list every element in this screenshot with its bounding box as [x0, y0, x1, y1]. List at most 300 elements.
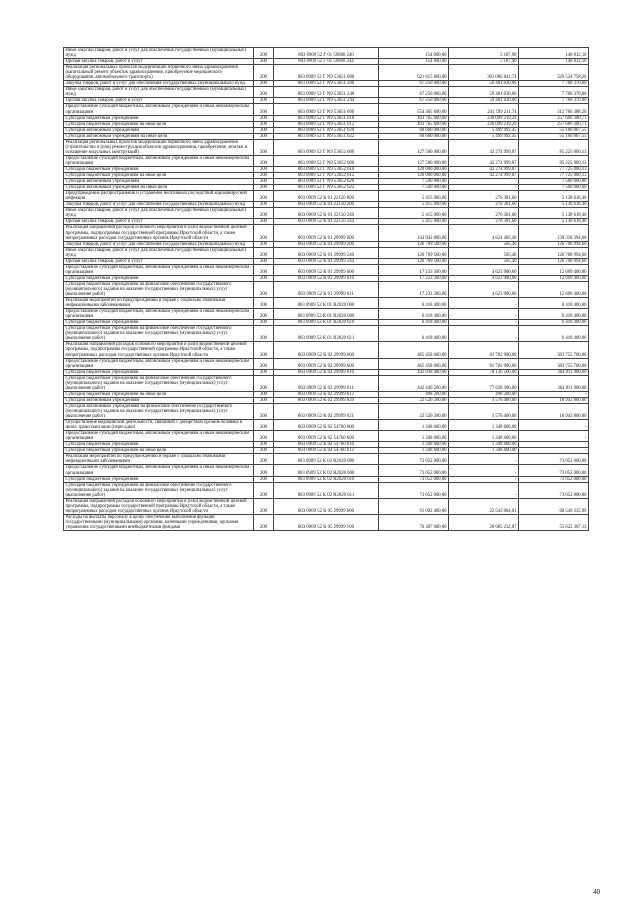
- row-kbk-cell: 803 0909 52 Г N9 53652 000: [274, 139, 379, 155]
- row-plan-cell: 465 458 600,00: [379, 358, 449, 369]
- row-plan-cell: 91 092 400,00: [379, 498, 449, 514]
- row-plan-cell: 1 348 600,00: [379, 448, 449, 454]
- table-row: [64, 191, 589, 202]
- row-code-cell: 200: [254, 309, 274, 320]
- row-plan-cell: 127 500 000,00: [379, 155, 449, 166]
- row-rest-cell: 126 708 994,60: [519, 247, 589, 258]
- table-row: [64, 431, 589, 442]
- row-name-cell: Субсидии бюджетным учреждениям на финансовое обеспечение государственного (муниципального) задания на оказание государственных (муниципальных) услуг (выполнение работ): [64, 375, 254, 391]
- row-plan-cell: 73 052 000,00: [379, 454, 449, 465]
- row-kbk-cell: 803 0909 52 К 01 29999 240: [274, 247, 379, 258]
- row-name-cell: Предоставление субсидий бюджетным, автономным учреждениям и иным некоммерческим организациям: [64, 309, 254, 320]
- table-row: [64, 104, 589, 115]
- row-plan-cell: 17 233 300,00: [379, 275, 449, 281]
- row-done-cell: 241 599 211,74: [449, 104, 519, 115]
- row-rest-cell: -: [519, 448, 589, 454]
- row-name-cell: Субсидии бюджетным учреждениям на финансовое обеспечение государственного (муниципального) задания на оказание государственных (муниципальных) услуг (выполнение работ): [64, 326, 254, 342]
- row-name-cell: Субсидии автономным учреждениям на иные цели: [64, 133, 254, 139]
- row-done-cell: -: [449, 465, 519, 476]
- row-plan-cell: 7 500 000,00: [379, 185, 449, 191]
- row-plan-cell: 554 365 600,00: [379, 104, 449, 115]
- row-done-cell: -: [449, 179, 519, 185]
- table-row: [64, 225, 589, 241]
- row-rest-cell: 126 708 994,60: [519, 258, 589, 264]
- row-kbk-cell: 803 0909 52 К 01 22150 240: [274, 208, 379, 219]
- row-rest-cell: 7 500 000,00: [519, 185, 589, 191]
- row-plan-cell: 126 709 500,00: [379, 247, 449, 258]
- row-plan-cell: 73 052 000,00: [379, 465, 449, 476]
- row-plan-cell: 1 348 600,00: [379, 420, 449, 431]
- row-kbk-cell: 803 0909 52 Г N9 53651 620: [274, 127, 379, 133]
- row-plan-cell: 67 250 000,00: [379, 81, 449, 87]
- row-code-cell: 200: [254, 442, 274, 448]
- row-rest-cell: 68 549 335,99: [519, 498, 589, 514]
- row-name-cell: Закупка товаров, работ и услуг для обеспечения государственных (муниципальных) нужд: [64, 241, 254, 247]
- row-rest-cell: 6 418 400,00: [519, 309, 589, 320]
- row-code-cell: 200: [254, 208, 274, 219]
- table-row: [64, 498, 589, 514]
- table-row: [64, 247, 589, 258]
- row-name-cell: Субсидии автономным учреждениям на финансовое обеспечение государственного (муниципального) задания на оказание государственных (муниципальных) услуг (выполнение работ): [64, 403, 254, 419]
- row-code-cell: 200: [254, 225, 274, 241]
- row-rest-cell: 55 100 007,55: [519, 133, 589, 139]
- row-done-cell: 81 702 900,00: [449, 342, 519, 358]
- table-row: [64, 298, 589, 309]
- row-plan-cell: 76 307 600,00: [379, 514, 449, 530]
- row-kbk-cell: 803 0909 52 К 02 R2020 611: [274, 482, 379, 498]
- row-name-cell: Субсидии бюджетным учреждениям на финансовое обеспечение государственного (муниципального) задания на оказание государственных (муниципальных) услуг (выполнение работ): [64, 281, 254, 297]
- row-done-cell: 42 274 999,87: [449, 155, 519, 166]
- row-plan-cell: 5 415 000,00: [379, 191, 449, 202]
- table-row: [64, 121, 589, 127]
- row-plan-cell: 621 615 600,00: [379, 65, 449, 81]
- row-kbk-cell: 803 0909 52 К 02 54760 600: [274, 431, 379, 442]
- row-plan-cell: 126 709 500,00: [379, 258, 449, 264]
- table-row: [64, 309, 589, 320]
- row-code-cell: 200: [254, 115, 274, 121]
- row-done-cell: -: [449, 482, 519, 498]
- row-code-cell: 200: [254, 241, 274, 247]
- row-code-cell: 200: [254, 281, 274, 297]
- row-code-cell: 200: [254, 179, 274, 185]
- row-kbk-cell: 803 0909 52 Г N9 53651 240: [274, 87, 379, 98]
- row-plan-cell: 67 250 000,00: [379, 87, 449, 98]
- row-code-cell: 200: [254, 104, 274, 115]
- row-kbk-cell: 803 0909 52 К 02 R2020 600: [274, 465, 379, 476]
- row-rest-cell: 126 708 994,60: [519, 241, 589, 247]
- row-code-cell: 200: [254, 98, 274, 104]
- row-done-cell: 236 099 219,29: [449, 115, 519, 121]
- row-name-cell: Осуществление медицинской деятельности, связанной с донорством органов человека в целях трансплантации (пересадки): [64, 420, 254, 431]
- row-code-cell: 200: [254, 185, 274, 191]
- row-name-cell: Реализация направлений расходов основного мероприятия и (или) ведомственной целевой программы, подпрограммы государственной программы Иркутской области, а также непрограммных расходов государственных органов Иркутской области: [64, 498, 254, 514]
- row-code-cell: 200: [254, 514, 274, 530]
- row-name-cell: Реализация региональных проектов модернизации первичного звена здравоохранения (строительство и (или) реконструкция объектов здравоохранения, приобретение, монтаж и оснащение модульных конструкций): [64, 139, 254, 155]
- row-plan-cell: 5 415 000,00: [379, 202, 449, 208]
- row-rest-cell: 5 138 618,40: [519, 191, 589, 202]
- row-name-cell: Субсидии автономным учреждениям: [64, 179, 254, 185]
- row-rest-cell: 7 768 370,00: [519, 98, 589, 104]
- row-done-cell: -: [449, 476, 519, 482]
- row-done-cell: 5 187,90: [449, 59, 519, 65]
- row-plan-cell: 6 418 400,00: [379, 326, 449, 342]
- row-done-cell: 1 348 600,00: [449, 420, 519, 431]
- row-rest-cell: 7 768 370,00: [519, 87, 589, 98]
- row-rest-cell: 7 500 000,00: [519, 179, 589, 185]
- row-name-cell: Субсидии бюджетным учреждениям: [64, 166, 254, 172]
- row-plan-cell: 143 942 800,00: [379, 225, 449, 241]
- expenditure-table: [63, 47, 589, 531]
- row-name-cell: Закупка товаров, работ и услуг для обеспечения государственных (муниципальных) нужд: [64, 202, 254, 208]
- row-kbk-cell: 803 0909 52 К 02 29999 612: [274, 391, 379, 397]
- row-rest-cell: 364 811 900,00: [519, 375, 589, 391]
- table-row: [64, 420, 589, 431]
- row-code-cell: 200: [254, 482, 274, 498]
- row-code-cell: 200: [254, 173, 274, 179]
- table-row: [64, 155, 589, 166]
- table-row: [64, 139, 589, 155]
- row-kbk-cell: 803 0909 52 Г 01 59800 240: [274, 48, 379, 59]
- row-done-cell: -: [449, 298, 519, 309]
- row-plan-cell: 73 052 000,00: [379, 482, 449, 498]
- table-row: [64, 48, 589, 59]
- row-rest-cell: 257 666 380,71: [519, 115, 589, 121]
- row-name-cell: Реализация мероприятий по предупреждению и борьбе с социально значимыми инфекционными заболеваниями: [64, 298, 254, 309]
- row-kbk-cell: 803 0909 52 Г N9 53651 000: [274, 65, 379, 81]
- table-row: [64, 326, 589, 342]
- row-kbk-cell: 803 0909 52 Г N9 53652 600: [274, 155, 379, 166]
- row-code-cell: 200: [254, 87, 274, 98]
- row-name-cell: Реализация направлений расходов основного мероприятия и (или) ведомственной целевой программы, подпрограммы государственной программы Иркутской области, а также непрограммных расходов государственных органов Иркутской области: [64, 342, 254, 358]
- row-name-cell: Предоставление субсидий бюджетным, автономным учреждениям и иным некоммерческим организациям: [64, 104, 254, 115]
- row-plan-cell: 22 520 200,00: [379, 403, 449, 419]
- row-kbk-cell: 803 0909 52 Г N9 53652 622: [274, 185, 379, 191]
- row-kbk-cell: 803 0909 52 К 01 R2020 610: [274, 320, 379, 326]
- row-rest-cell: 85 225 000,13: [519, 139, 589, 155]
- table-row: [64, 202, 589, 208]
- row-plan-cell: 6 418 400,00: [379, 298, 449, 309]
- row-name-cell: Прочая закупка товаров, работ и услуг: [64, 258, 254, 264]
- table-row: [64, 219, 589, 225]
- row-kbk-cell: 803 0909 52 Г N9 53652 612: [274, 173, 379, 179]
- row-name-cell: Субсидии бюджетным учреждениям на иные цели: [64, 121, 254, 127]
- row-kbk-cell: 803 0909 52 Г N9 53651 610: [274, 115, 379, 121]
- row-done-cell: 20 685 232,87: [449, 514, 519, 530]
- row-name-cell: Субсидии бюджетным учреждениям: [64, 442, 254, 448]
- row-code-cell: 200: [254, 121, 274, 127]
- row-code-cell: 200: [254, 202, 274, 208]
- row-kbk-cell: 803 0909 52 К 01 29999 600: [274, 264, 379, 275]
- row-name-cell: Реализация направлений расходов основного мероприятия и (или) ведомственной целевой программы, подпрограммы государственной программы Иркутской области, а также непрограммных расходов государственных органов Иркутской области: [64, 225, 254, 241]
- row-code-cell: 200: [254, 320, 274, 326]
- row-name-cell: Субсидии бюджетным учреждениям на иные цели: [64, 448, 254, 454]
- row-code-cell: 200: [254, 431, 274, 442]
- table-row: [64, 208, 589, 219]
- row-done-cell: -: [449, 309, 519, 320]
- row-code-cell: 200: [254, 258, 274, 264]
- row-code-cell: 200: [254, 375, 274, 391]
- row-rest-cell: 139 318 394,60: [519, 225, 589, 241]
- row-name-cell: Субсидии бюджетным учреждениям на иные цели: [64, 173, 254, 179]
- row-name-cell: Субсидии автономным учреждениям: [64, 397, 254, 403]
- row-done-cell: 276 381,60: [449, 219, 519, 225]
- table-row: [64, 59, 589, 65]
- row-name-cell: Субсидии бюджетным учреждениям: [64, 369, 254, 375]
- table-row: [64, 514, 589, 530]
- row-kbk-cell: 803 0909 52 К 02 29999 621: [274, 403, 379, 419]
- row-done-cell: 4 623 900,00: [449, 281, 519, 297]
- row-rest-cell: 73 052 000,00: [519, 454, 589, 465]
- table-row: [64, 81, 589, 87]
- row-rest-cell: 73 052 000,00: [519, 465, 589, 476]
- row-kbk-cell: 803 0909 52 Г N9 53651 612: [274, 121, 379, 127]
- row-kbk-cell: 803 0909 52 К 02 29999 000: [274, 342, 379, 358]
- table-row: [64, 391, 589, 397]
- row-plan-cell: 127 500 000,00: [379, 139, 449, 155]
- row-code-cell: 200: [254, 139, 274, 155]
- row-kbk-cell: 803 0909 52 К 01 R2020 600: [274, 309, 379, 320]
- row-done-cell: -: [449, 185, 519, 191]
- row-rest-cell: 12 609 400,00: [519, 281, 589, 297]
- table-row: [64, 98, 589, 104]
- row-done-cell: 276 381,60: [449, 202, 519, 208]
- row-kbk-cell: 803 0909 52 Г N9 53651 200: [274, 81, 379, 87]
- row-done-cell: 505,40: [449, 247, 519, 258]
- row-rest-cell: 257 666 380,71: [519, 121, 589, 127]
- row-name-cell: Предоставление субсидий бюджетным, автономным учреждениям и иным некоммерческим организациям: [64, 431, 254, 442]
- row-rest-cell: -: [519, 431, 589, 442]
- row-code-cell: 200: [254, 247, 274, 258]
- row-done-cell: 5 187,90: [449, 48, 519, 59]
- row-code-cell: 200: [254, 81, 274, 87]
- row-name-cell: Реализация региональных проектов модернизации первичного звена здравоохранения (капитальный ремонт объектов здравоохранения, приобретение медицинского оборудования, автомобильного транспорта): [64, 65, 254, 81]
- row-done-cell: 236 099 219,29: [449, 121, 519, 127]
- row-code-cell: 200: [254, 420, 274, 431]
- row-plan-cell: 60 600 000,00: [379, 127, 449, 133]
- row-code-cell: 200: [254, 465, 274, 476]
- row-rest-cell: 5 138 618,40: [519, 208, 589, 219]
- row-rest-cell: 18 943 800,00: [519, 397, 589, 403]
- row-kbk-cell: 803 0909 52 К 01 29999 244: [274, 258, 379, 264]
- row-kbk-cell: 803 0909 52 К 01 22150 200: [274, 202, 379, 208]
- row-done-cell: 77 628 300,00: [449, 375, 519, 391]
- row-name-cell: Реализация мероприятий по предупреждению и борьбе с социально значимыми инфекционными заболеваниями: [64, 454, 254, 465]
- row-name-cell: Субсидии бюджетным учреждениям: [64, 476, 254, 482]
- row-name-cell: Субсидии бюджетным учреждениям: [64, 320, 254, 326]
- row-kbk-cell: 803 0909 52 Г N9 53651 244: [274, 98, 379, 104]
- row-done-cell: 276 381,60: [449, 191, 519, 202]
- row-rest-cell: 312 766 388,26: [519, 104, 589, 115]
- table-row: [64, 482, 589, 498]
- row-plan-cell: 1 348 600,00: [379, 431, 449, 442]
- row-name-cell: Закупка товаров, работ и услуг для обеспечения государственных (муниципальных) нужд: [64, 81, 254, 87]
- row-kbk-cell: 803 0909 52 К 02 54760 610: [274, 442, 379, 448]
- row-name-cell: Иные закупки товаров, работ и услуг для обеспечения государственных (муниципальных) нужд: [64, 208, 254, 219]
- row-kbk-cell: 803 0909 52 К 01 R2020 611: [274, 326, 379, 342]
- table-row: [64, 65, 589, 81]
- row-plan-cell: 442 440 200,00: [379, 375, 449, 391]
- row-kbk-cell: 803 0909 52 К 02 54760 000: [274, 420, 379, 431]
- row-name-cell: Субсидии автономным учреждениям на иные цели: [64, 185, 254, 191]
- row-code-cell: 200: [254, 391, 274, 397]
- table-row: [64, 358, 589, 369]
- row-plan-cell: 17 233 300,00: [379, 281, 449, 297]
- row-plan-cell: 7 500 000,00: [379, 179, 449, 185]
- row-code-cell: 200: [254, 369, 274, 375]
- row-kbk-cell: 803 0909 52 К 01 29999 610: [274, 275, 379, 281]
- row-done-cell: 81 702 900,00: [449, 358, 519, 369]
- row-name-cell: Расходы на выплаты персоналу в целях обеспечения выполнения функций государственными (муниципальными) органами, казенными учреждениями, органами управления государственными внебюджетными фондами: [64, 514, 254, 530]
- row-code-cell: 200: [254, 166, 274, 172]
- row-kbk-cell: 803 0909 52 К 01 22150 244: [274, 219, 379, 225]
- row-rest-cell: 77 725 000,13: [519, 166, 589, 172]
- row-plan-cell: 126 709 500,00: [379, 241, 449, 247]
- row-plan-cell: 6 418 400,00: [379, 320, 449, 326]
- row-code-cell: 200: [254, 342, 274, 358]
- row-kbk-cell: 803 0909 52 К 01 R2020 000: [274, 298, 379, 309]
- row-rest-cell: 55 622 367,13: [519, 514, 589, 530]
- row-rest-cell: -: [519, 391, 589, 397]
- row-kbk-cell: 803 0909 52 К 01 29999 000: [274, 225, 379, 241]
- row-name-cell: Иные закупки товаров, работ и услуг для обеспечения государственных (муниципальных) нужд: [64, 247, 254, 258]
- table-row: [64, 281, 589, 297]
- row-plan-cell: 60 600 000,00: [379, 133, 449, 139]
- row-name-cell: Прочая закупка товаров, работ и услуг: [64, 98, 254, 104]
- row-plan-cell: 6 418 400,00: [379, 309, 449, 320]
- row-done-cell: 22 543 064,01: [449, 498, 519, 514]
- row-kbk-cell: 803 0909 52 К 02 29999 620: [274, 397, 379, 403]
- row-name-cell: Иные закупки товаров, работ и услуг для обеспечения государственных (муниципальных) нужд: [64, 48, 254, 59]
- row-rest-cell: 6 418 400,00: [519, 326, 589, 342]
- row-code-cell: 200: [254, 476, 274, 482]
- row-kbk-cell: 803 0909 52 К 02 29999 610: [274, 369, 379, 375]
- row-plan-cell: 498 200,00: [379, 391, 449, 397]
- row-code-cell: 200: [254, 48, 274, 59]
- row-rest-cell: 364 811 900,00: [519, 369, 589, 375]
- row-rest-cell: 85 225 000,13: [519, 155, 589, 166]
- row-code-cell: 200: [254, 298, 274, 309]
- row-rest-cell: 148 812,10: [519, 48, 589, 59]
- row-done-cell: 1 348 600,00: [449, 448, 519, 454]
- row-done-cell: 301 080 841,74: [449, 65, 519, 81]
- row-kbk-cell: 803 0909 52 К 01 29999 611: [274, 281, 379, 297]
- row-rest-cell: 12 609 400,00: [519, 275, 589, 281]
- table-row: [64, 264, 589, 275]
- row-code-cell: 200: [254, 454, 274, 465]
- row-kbk-cell: 803 0909 52 К 02 R2020 610: [274, 476, 379, 482]
- row-name-cell: Прочая закупка товаров, работ и услуг: [64, 219, 254, 225]
- row-plan-cell: 22 520 200,00: [379, 397, 449, 403]
- row-plan-cell: 465 458 600,00: [379, 342, 449, 358]
- report-table-sheet: [63, 47, 588, 531]
- row-rest-cell: 18 943 800,00: [519, 403, 589, 419]
- row-done-cell: 59 481 630,00: [449, 98, 519, 104]
- row-done-cell: -: [449, 454, 519, 465]
- row-rest-cell: -: [519, 420, 589, 431]
- row-done-cell: 1 348 600,00: [449, 431, 519, 442]
- table-row: [64, 403, 589, 419]
- row-kbk-cell: 803 0909 52 Г N9 53651 600: [274, 104, 379, 115]
- row-done-cell: -: [449, 320, 519, 326]
- row-plan-cell: 493 765 600,00: [379, 121, 449, 127]
- row-kbk-cell: 803 0909 52 Г 01 59800 244: [274, 59, 379, 65]
- row-kbk-cell: 803 0909 52 К 02 29999 611: [274, 375, 379, 391]
- row-rest-cell: 383 755 700,00: [519, 342, 589, 358]
- row-kbk-cell: 803 0909 52 Г N9 53652 610: [274, 166, 379, 172]
- row-rest-cell: 77 725 000,13: [519, 173, 589, 179]
- row-rest-cell: 7 768 370,00: [519, 81, 589, 87]
- row-name-cell: Субсидии бюджетным учреждениям на финансовое обеспечение государственного (муниципального) задания на оказание государственных (муниципальных) услуг (выполнение работ): [64, 482, 254, 498]
- row-name-cell: Предоставление субсидий бюджетным, автономным учреждениям и иным некоммерческим организациям: [64, 155, 254, 166]
- row-plan-cell: 154 000,00: [379, 48, 449, 59]
- row-rest-cell: 55 100 007,55: [519, 127, 589, 133]
- row-rest-cell: 148 812,10: [519, 59, 589, 65]
- row-code-cell: 200: [254, 448, 274, 454]
- row-kbk-cell: 803 0909 52 К 02 R2020 000: [274, 454, 379, 465]
- row-name-cell: Субсидии автономным учреждениям: [64, 127, 254, 133]
- row-rest-cell: 5 138 618,40: [519, 202, 589, 208]
- row-done-cell: 5 499 992,45: [449, 133, 519, 139]
- row-rest-cell: 73 052 000,00: [519, 482, 589, 498]
- row-rest-cell: 6 418 400,00: [519, 320, 589, 326]
- row-code-cell: 200: [254, 358, 274, 369]
- row-plan-cell: 5 415 000,00: [379, 208, 449, 219]
- table-row: [64, 454, 589, 465]
- row-kbk-cell: 803 0909 52 К 01 22150 000: [274, 191, 379, 202]
- row-plan-cell: 442 938 400,00: [379, 369, 449, 375]
- row-done-cell: 4 624 405,40: [449, 225, 519, 241]
- row-plan-cell: 67 250 000,00: [379, 98, 449, 104]
- row-kbk-cell: 803 0909 52 К 02 29999 600: [274, 358, 379, 369]
- table-row: [64, 258, 589, 264]
- row-name-cell: Предоставление субсидий бюджетным, автономным учреждениям и иным некоммерческим организациям: [64, 465, 254, 476]
- table-row: [64, 173, 589, 179]
- row-kbk-cell: 803 0909 52 К 05 29999 100: [274, 514, 379, 530]
- row-rest-cell: 383 755 700,00: [519, 358, 589, 369]
- row-code-cell: 200: [254, 498, 274, 514]
- row-plan-cell: 5 415 000,00: [379, 219, 449, 225]
- row-code-cell: 200: [254, 275, 274, 281]
- row-done-cell: 59 481 630,00: [449, 81, 519, 87]
- row-name-cell: Предоставление субсидий бюджетным, автономным учреждениям и иным некоммерческим организациям: [64, 264, 254, 275]
- row-rest-cell: 12 609 400,00: [519, 264, 589, 275]
- table-row: [64, 133, 589, 139]
- row-plan-cell: 493 765 600,00: [379, 115, 449, 121]
- row-plan-cell: 120 000 000,00: [379, 166, 449, 172]
- row-done-cell: 505,40: [449, 241, 519, 247]
- row-done-cell: 3 576 400,00: [449, 397, 519, 403]
- row-code-cell: 200: [254, 264, 274, 275]
- row-code-cell: 200: [254, 403, 274, 419]
- row-done-cell: 498 200,00: [449, 391, 519, 397]
- row-code-cell: 200: [254, 155, 274, 166]
- row-done-cell: -: [449, 326, 519, 342]
- row-code-cell: 200: [254, 127, 274, 133]
- row-rest-cell: 5 138 618,40: [519, 219, 589, 225]
- row-plan-cell: 73 052 000,00: [379, 476, 449, 482]
- row-kbk-cell: 803 0909 52 Г N9 53651 622: [274, 133, 379, 139]
- row-plan-cell: 154 000,00: [379, 59, 449, 65]
- row-name-cell: Субсидии бюджетным учреждениям: [64, 275, 254, 281]
- row-done-cell: 59 481 630,00: [449, 87, 519, 98]
- table-body: [64, 48, 589, 531]
- row-rest-cell: -: [519, 442, 589, 448]
- table-row: [64, 375, 589, 391]
- row-plan-cell: 120 000 000,00: [379, 173, 449, 179]
- row-kbk-cell: 803 0909 52 К 05 29999 000: [274, 498, 379, 514]
- page-number: 40: [593, 888, 600, 896]
- row-code-cell: 200: [254, 397, 274, 403]
